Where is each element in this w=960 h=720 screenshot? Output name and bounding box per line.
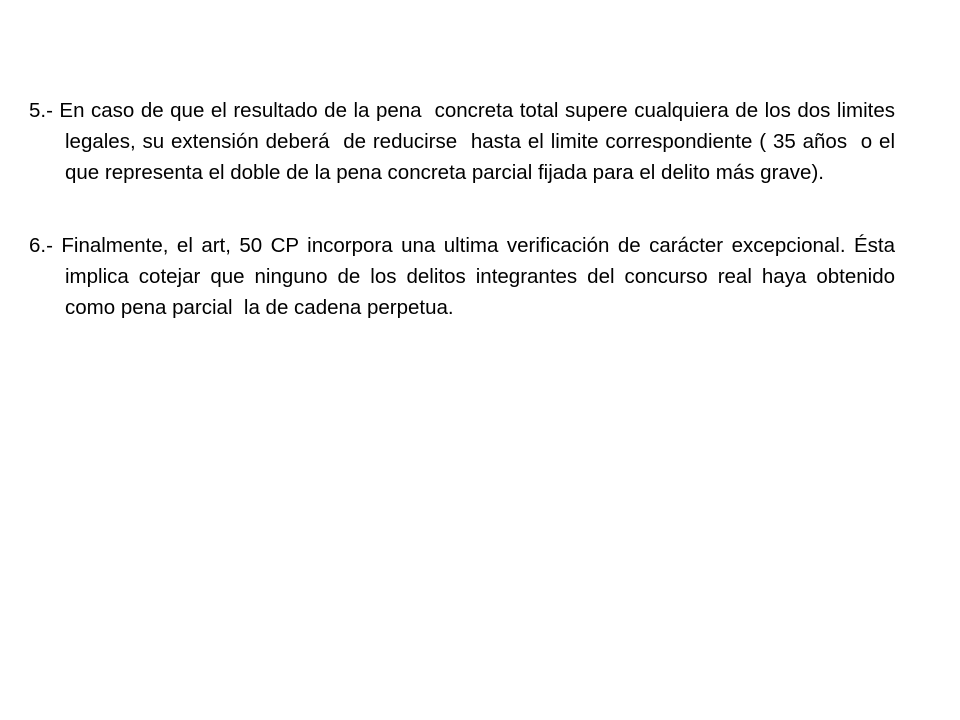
paragraph-item-6: 6.- Finalmente, el art, 50 CP incorpora una ultima verificación de carácter excepcional. Ésta implica cotejar que ninguno de los delitos integrantes del concurso real haya obtenido como pena parcial la de cadena perpetua. xyxy=(29,234,901,319)
slide-body xyxy=(29,95,901,323)
paragraph-item-5: 5.- En caso de que el resultado de la pena concreta total supere cualquiera de los dos limites legales, su extensión deberá de reducirse hasta el limite correspondiente ( 35 años o el que representa el doble de la pena concreta parcial fijada para el delito más grave). xyxy=(29,99,901,184)
